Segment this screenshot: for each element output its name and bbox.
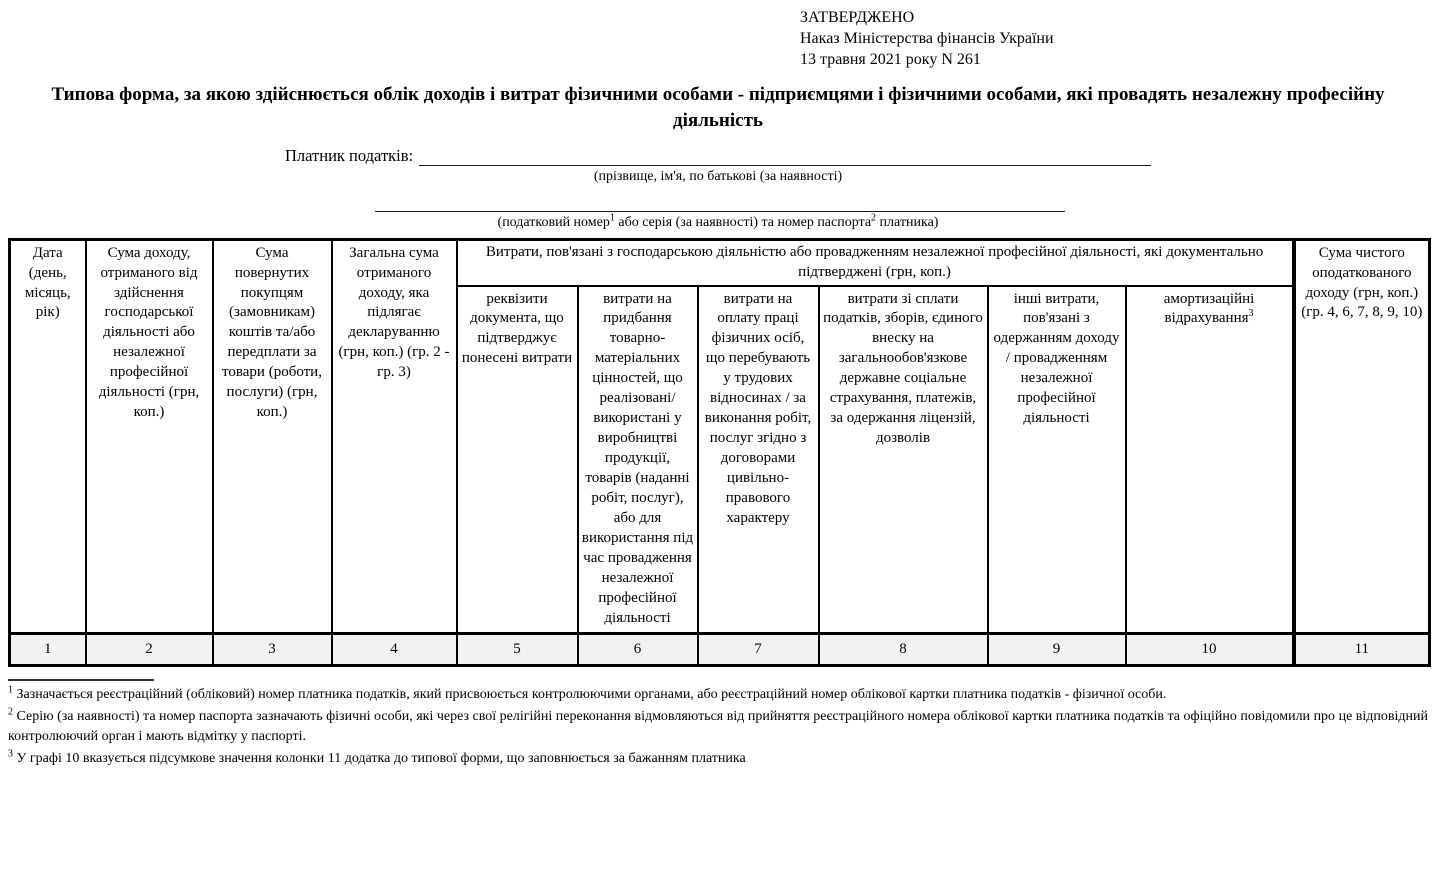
column-number: 4 — [332, 634, 457, 666]
taxpayer-label: Платник податків: — [285, 145, 414, 165]
footnote-1-marker: 1 — [8, 684, 13, 696]
taxpayer-row — [285, 146, 1151, 166]
column-number: 6 — [578, 634, 698, 666]
col-header-labor-expenses: витрати на оплату праці фізичних осіб, що перебувають у трудових відносинах / за виконання робіт, послуг згідно з договорами цивільно-правового характеру — [698, 286, 819, 634]
taxpayer-id-caption-text: або серія (за наявності) та номер паспорта — [614, 214, 872, 230]
col-header-goods-expenses: витрати на придбання товарно-матеріальних цінностей, що реалізовані/ використані у виробництві продукції, товарів (наданні робіт, послуг), або для використання під час провадження незалежної професійної діяльності — [578, 286, 698, 634]
footnote-2 — [8, 707, 1428, 747]
footnote-ref-3: 3 — [1248, 308, 1254, 320]
col-header-total-declared-income: Загальна сума отриманого доходу, яка підлягає декларуванню (грн, коп.) (гр. 2 - гр. 3) — [332, 239, 457, 634]
footnote-3 — [8, 749, 1428, 769]
footnote-ref-2: 2 — [871, 212, 877, 224]
approval-stamp: ЗАТВЕРДЖЕНО — [800, 9, 915, 26]
footnote-3-marker: 3 — [8, 748, 13, 760]
table-header-row-1 — [10, 239, 1430, 285]
col-header-tax-expenses: витрати зі сплати податків, зборів, єдиного внеску на загальнообов'язкове державне соціальне страхування, платежів, за одержання ліцензій, дозволів — [819, 286, 988, 634]
footnote-1-text: Зазначається реєстраційний (обліковий) номер платника податків, який присвоюється контролюючими органами, або реєстраційний номер облікової картки платника податків - фізичної особи. — [16, 687, 1167, 703]
col-header-income-sum: Сума доходу, отриманого від здійснення господарської діяльності або незалежної професійної діяльності (грн, коп.) — [86, 239, 213, 634]
approval-order: Наказ Міністерства фінансів України — [800, 29, 1054, 47]
column-number: 8 — [819, 634, 988, 666]
expenses-group-header: Витрати, пов'язані з господарською діяльністю або провадженням незалежної професійної діяльності, які документально підтверджені (грн, коп.) — [457, 239, 1294, 285]
footnote-2-text: Серію (за наявності) та номер паспорта зазначають фізичні особи, які через свої релігійні переконання відмовляються від прийняття реєстраційного номера облікової картки платника податків та офіційно повідомили про це відповідний контролюючий орган і мають відмітку у паспорті. — [8, 709, 1429, 745]
column-number: 7 — [698, 634, 819, 666]
footnotes — [8, 685, 1428, 769]
column-number: 3 — [213, 634, 332, 666]
col-header-expense-document: реквізити документа, що підтверджує понесені витрати — [457, 286, 578, 634]
column-number: 1 — [10, 634, 86, 666]
col-header-net-income: Сума чистого оподаткованого доходу (грн, коп.) (гр. 4, 6, 7, 8, 9, 10) — [1294, 239, 1430, 634]
taxpayer-id-caption-text: платника) — [876, 214, 939, 230]
taxpayer-id-caption — [0, 212, 1436, 231]
approval-block — [800, 8, 1436, 70]
income-expense-table — [8, 238, 1431, 668]
column-number: 10 — [1126, 634, 1294, 666]
taxpayer-id-caption-text: (податковий номер — [497, 214, 610, 230]
col-header-date: Дата (день, місяць, рік) — [10, 239, 86, 634]
footnote-3-text: У графі 10 вказується підсумкове значення колонки 11 додатка до типової форми, що заповнюється за бажанням платника — [16, 751, 746, 767]
column-number: 5 — [457, 634, 578, 666]
column-number: 9 — [988, 634, 1126, 666]
column-number: 11 — [1294, 634, 1430, 666]
column-number: 2 — [86, 634, 213, 666]
footnote-separator — [8, 679, 154, 681]
form-title: Типова форма, за якою здійснюється облік доходів і витрат фізичними особами - підприємцями і фізичними особами, які провадять незалежну професійну діяльність — [51, 84, 1385, 132]
approval-date: 13 травня 2021 року N 261 — [800, 50, 981, 68]
taxpayer-name-caption: (прізвище, ім'я, по батькові (за наявності) — [593, 168, 843, 184]
col-header-returned-funds: Сума повернутих покупцям (замовникам) коштів та/або передплати за товари (роботи, послуги) (грн, коп.) — [213, 239, 332, 634]
footnote-1 — [8, 685, 1428, 705]
taxpayer-name-line — [419, 147, 1151, 166]
taxpayer-id-line — [375, 200, 1065, 212]
footnote-2-marker: 2 — [8, 706, 13, 718]
col-header-amortization-text: амортизаційні відрахування — [1163, 290, 1255, 327]
col-header-amortization — [1126, 286, 1294, 634]
column-number-row — [10, 634, 1430, 666]
footnote-ref-1: 1 — [609, 212, 615, 224]
col-header-other-expenses: інші витрати, пов'язані з одержанням доходу / провадженням незалежної професійної діяльності — [988, 286, 1126, 634]
